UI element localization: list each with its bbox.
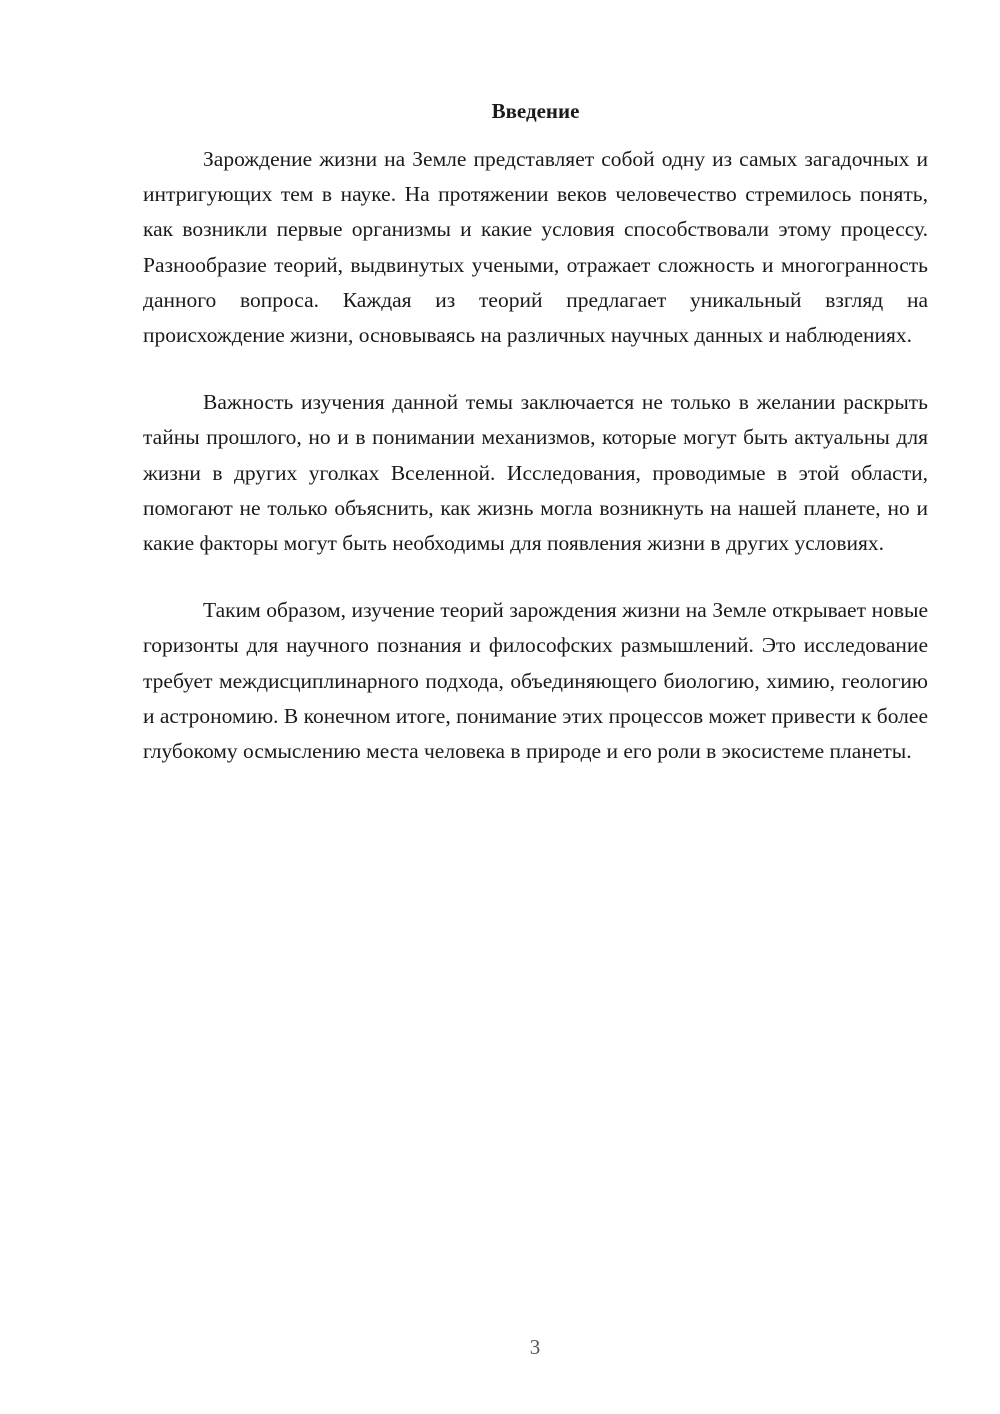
section-title: Введение (491, 99, 580, 123)
paragraph-3: Таким образом, изучение теорий зарождения жизни на Земле открывает новые горизонты для научного познания и философских размышлений. Это исследование требует междисциплинарного подхода, объединяющего биологию, химию, геологию и астрономию. В конечном итоге, понимание этих процессов может привести к более глубокому осмыслению места человека в природе и его роли в экосистеме планеты. (143, 598, 928, 764)
body-text (143, 142, 928, 801)
paragraph-2: Важность изучения данной темы заключается не только в желании раскрыть тайны прошлого, но и в понимании механизмов, которые могут быть актуальны для жизни в других уголках Вселенной. Исследования, проводимые в этой области, помогают не только объяснить, как жизнь могла возникнуть на нашей планете, но и какие факторы могут быть необходимы для появления жизни в других условиях. (143, 390, 928, 556)
page-number: 3 (529, 1335, 541, 1359)
paragraph-1: Зарождение жизни на Земле представляет собой одну из самых загадочных и интригующих тем в науке. На протяжении веков человечество стремилось понять, как возникли первые организмы и какие условия способствовали этому процессу. Разнообразие теорий, выдвинутых учеными, отражает сложность и многогранность данного вопроса. Каждая из теорий предлагает уникальный взгляд на происхождение жизни, основываясь на различных научных данных и наблюдениях. (143, 147, 928, 348)
